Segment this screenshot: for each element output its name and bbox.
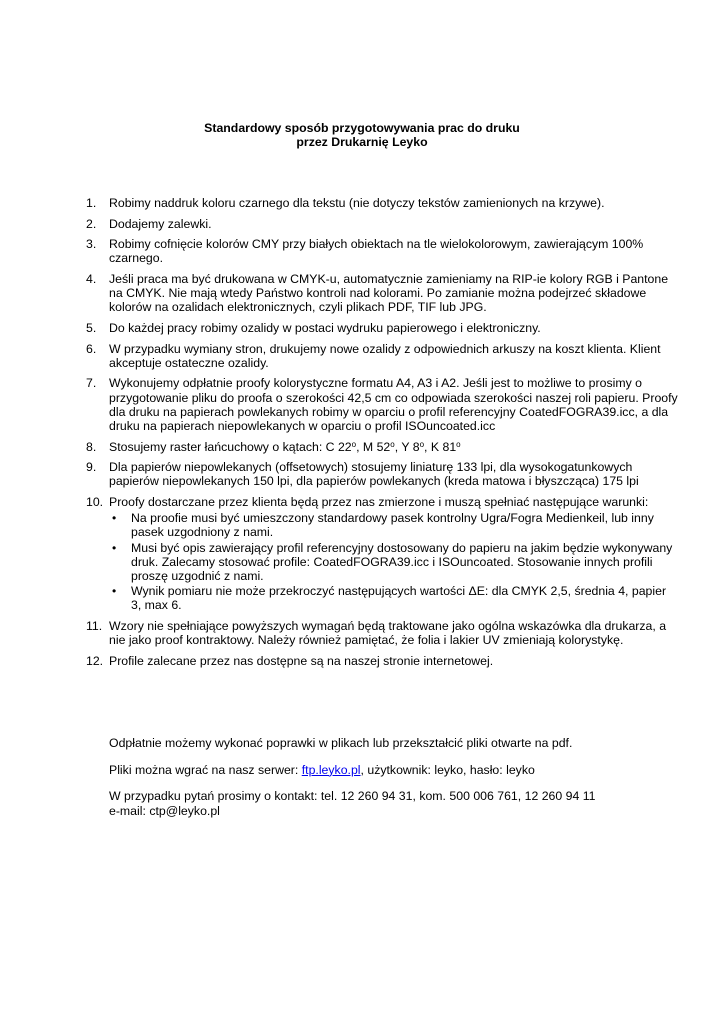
item-text: Robimy cofnięcie kolorów CMY przy białych obiektach na tle wielokolorowym, zawierającym 100% czarnego.: [109, 237, 644, 266]
server-upload-note: [109, 763, 679, 777]
proof-conditions-list: [109, 511, 678, 612]
item-number: 4.: [86, 271, 97, 286]
item-number: 3.: [86, 237, 97, 252]
list-item-12: [86, 654, 678, 668]
raster-y: , Y 8: [394, 439, 420, 454]
list-item-8: [86, 440, 678, 454]
bullet-item: [109, 584, 678, 612]
list-item-7: [86, 376, 678, 433]
document-title: [0, 121, 724, 149]
raster-k: , K 81: [424, 439, 457, 454]
item-number: 1.: [86, 196, 97, 210]
bullet-icon: •: [112, 511, 117, 526]
item-number: 2.: [86, 216, 97, 231]
paid-corrections-note: Odpłatnie możemy wykonać poprawki w plikach lub przekształcić pliki otwarte na pdf.: [109, 736, 573, 750]
item-text: Dodajemy zalewki.: [109, 216, 212, 231]
degree-sign-c: o: [351, 439, 357, 449]
item-text: Jeśli praca ma być drukowana w CMYK-u, automatycznie zamieniamy na RIP-ie kolory RGB i Pantone na CMYK. Nie mają wtedy Państwo kontroli nad kolorami. Po zamianie można podejrzeć składowe kolorów na ozalidach elektronicznych, czyli plikach PDF, TIF lub JPG.: [109, 271, 669, 315]
degree-sign-y: o: [419, 439, 425, 449]
list-item-4: [86, 272, 678, 315]
item-text: W przypadku wymiany stron, drukujemy nowe ozalidy z odpowiednich arkuszy na koszt klienta. Klient akceptuje ostateczne ozalidy.: [109, 341, 661, 370]
item-number: 6.: [86, 341, 97, 356]
title-line-1: Standardowy sposób przygotowywania prac do druku: [204, 121, 520, 135]
bullet-icon: •: [112, 540, 117, 555]
contact-email: e-mail: ctp@leyko.pl: [109, 803, 220, 818]
item-text: Do każdej pracy robimy ozalidy w postaci wydruku papierowego i elektroniczny.: [109, 320, 541, 335]
bullet-text: Na proofie musi być umieszczony standardowy pasek kontrolny Ugra/Fogra Medienkeil, lub inny pasek uzgodniony z nami.: [131, 511, 654, 540]
contact-phones: W przypadku pytań prosimy o kontakt: tel. 12 260 94 31, kom. 500 006 761, 12 260 94 11: [109, 789, 596, 804]
item-number: 10.: [86, 494, 104, 509]
item-number: 11.: [86, 618, 103, 633]
bullet-icon: •: [112, 584, 117, 599]
list-item-6: [86, 342, 678, 370]
raster-text: Stosujemy raster łańcuchowy o kątach: C 22: [109, 439, 352, 454]
ftp-link[interactable]: ftp.leyko.pl: [301, 762, 361, 777]
server-note-suffix: , użytkownik: leyko, hasło: leyko: [360, 762, 535, 777]
item-number: 5.: [86, 320, 97, 335]
list-item-11: [86, 619, 678, 647]
degree-sign-m: o: [390, 439, 395, 449]
bullet-text: Musi być opis zawierający profil referencyjny dostosowany do papieru na jakim będzie wykonywany druk. Zalecamy stosować profile: CoatedFOGRA39.icc i ISOuncoated. Stosowanie innych profili proszę uzgodnić z nami.: [131, 540, 673, 583]
list-item-9: [86, 460, 678, 488]
item-number: 8.: [86, 439, 97, 454]
item-text: Wykonujemy odpłatnie proofy kolorystyczne formatu A4, A3 i A2. Jeśli jest to możliwe to prosimy o przygotowanie pliku do proofa o szerokości 42,5 cm co odpowiada szerokości naszej roli papieru. Proofy dla druku na papierach powlekanych robimy w oparciu o profil referencyjny CoatedFOGRA39.icc, a dla druku na papierach niepowlekanych w oparciu o profil ISOuncoated.icc: [109, 376, 678, 433]
item-number: 7.: [86, 376, 97, 391]
bullet-item: [109, 541, 678, 584]
item-text: [109, 440, 678, 454]
list-item-1: [86, 196, 678, 210]
list-item-3: [86, 237, 678, 265]
item-text: Wzory nie spełniające powyższych wymagań będą traktowane jako ogólna wskazówka dla drukarza, a nie jako proof kontraktowy. Należy również pamiętać, że folia i lakier UV zmieniają kolorystykę.: [109, 618, 667, 648]
contact-note: [109, 789, 679, 817]
footer-notes: [109, 736, 679, 830]
list-item-10: [86, 495, 678, 613]
item-text: Proofy dostarczane przez klienta będą przez nas zmierzone i muszą spełniać następujące warunki:: [109, 494, 649, 509]
degree-sign-k: o: [456, 439, 461, 449]
server-note-prefix: Pliki można wgrać na nasz serwer:: [109, 762, 302, 777]
title-line-2: przez Drukarnię Leyko: [296, 135, 428, 149]
bullet-item: [109, 511, 678, 539]
item-text: Profile zalecane przez nas dostępne są na naszej stronie internetowej.: [109, 653, 494, 668]
bullet-text: Wynik pomiaru nie może przekroczyć następujących wartości ΔE: dla CMYK 2,5, średnia 4, papier 3, max 6.: [131, 584, 667, 613]
raster-m: , M 52: [356, 439, 391, 454]
list-item-5: [86, 321, 678, 335]
item-text: Dla papierów niepowlekanych (offsetowych) stosujemy liniaturę 133 lpi, dla wysokogatunkowych papierów niepowlekanych 150 lpi, dla papierów powlekanych (kreda matowa i błyszcząca) 175 lpi: [109, 460, 639, 489]
list-item-2: [86, 217, 678, 231]
item-text: Robimy naddruk koloru czarnego dla tekstu (nie dotyczy tekstów zamienionych na krzywe).: [109, 196, 605, 210]
requirements-list: [86, 196, 678, 674]
item-number: 12.: [86, 653, 104, 668]
item-number: 9.: [86, 460, 97, 475]
